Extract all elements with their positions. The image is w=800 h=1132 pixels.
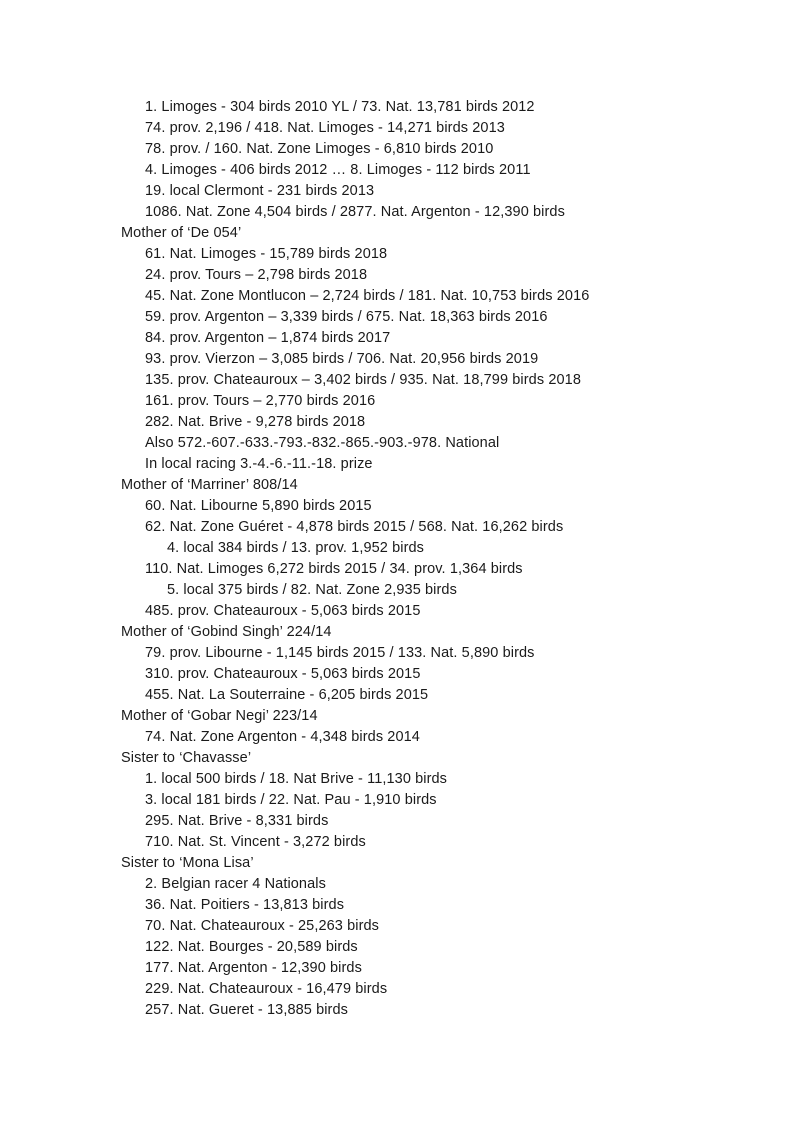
section-header: Mother of ‘Marriner’ 808/14: [121, 477, 298, 493]
race-result-line: 62. Nat. Zone Guéret - 4,878 birds 2015 / 568. Nat. 16,262 birds: [145, 519, 564, 535]
race-result-line: 24. prov. Tours – 2,798 birds 2018: [145, 267, 368, 283]
race-result-subline: 4. local 384 birds / 13. prov. 1,952 birds: [167, 540, 425, 556]
race-result-line: 455. Nat. La Souterraine - 6,205 birds 2015: [145, 687, 429, 703]
race-result-line: 74. Nat. Zone Argenton - 4,348 birds 2014: [145, 729, 420, 745]
race-result-line: 60. Nat. Libourne 5,890 birds 2015: [145, 498, 372, 514]
race-result-line: 2. Belgian racer 4 Nationals: [145, 876, 326, 892]
race-result-line: 229. Nat. Chateauroux - 16,479 birds: [145, 981, 388, 997]
race-result-line: 78. prov. / 160. Nat. Zone Limoges - 6,810 birds 2010: [145, 141, 494, 157]
race-result-subline: 5. local 375 birds / 82. Nat. Zone 2,935 birds: [167, 582, 457, 598]
section-header: Sister to ‘Chavasse’: [121, 750, 252, 766]
race-result-line: 257. Nat. Gueret - 13,885 birds: [145, 1002, 348, 1018]
race-result-line: In local racing 3.-4.-6.-11.-18. prize: [145, 456, 373, 472]
race-result-line: 84. prov. Argenton – 1,874 birds 2017: [145, 330, 391, 346]
section-header: Mother of ‘Gobind Singh’ 224/14: [121, 624, 332, 640]
race-result-line: 70. Nat. Chateauroux - 25,263 birds: [145, 918, 380, 934]
race-result-line: 485. prov. Chateauroux - 5,063 birds 2015: [145, 603, 421, 619]
race-result-line: 282. Nat. Brive - 9,278 birds 2018: [145, 414, 366, 430]
section-header: Mother of ‘Gobar Negi’ 223/14: [121, 708, 318, 724]
race-result-line: 1. Limoges - 304 birds 2010 YL / 73. Nat. 13,781 birds 2012: [145, 99, 535, 115]
race-result-line: 61. Nat. Limoges - 15,789 birds 2018: [145, 246, 388, 262]
race-result-line: 59. prov. Argenton – 3,339 birds / 675. Nat. 18,363 birds 2016: [145, 309, 548, 325]
race-result-line: 135. prov. Chateauroux – 3,402 birds / 935. Nat. 18,799 birds 2018: [145, 372, 581, 388]
race-result-line: 710. Nat. St. Vincent - 3,272 birds: [145, 834, 366, 850]
race-result-line: 74. prov. 2,196 / 418. Nat. Limoges - 14,271 birds 2013: [145, 120, 505, 136]
race-result-line: 93. prov. Vierzon – 3,085 birds / 706. Nat. 20,956 birds 2019: [145, 351, 539, 367]
race-result-line: 36. Nat. Poitiers - 13,813 birds: [145, 897, 345, 913]
race-result-line: 310. prov. Chateauroux - 5,063 birds 2015: [145, 666, 421, 682]
section-header: Mother of ‘De 054’: [121, 225, 242, 241]
section-header: Sister to ‘Mona Lisa’: [121, 855, 254, 871]
race-result-line: 4. Limoges - 406 birds 2012 … 8. Limoges - 112 birds 2011: [145, 162, 531, 178]
race-result-line: 19. local Clermont - 231 birds 2013: [145, 183, 375, 199]
race-result-line: Also 572.-607.-633.-793.-832.-865.-903.-978. National: [145, 435, 500, 451]
race-result-line: 177. Nat. Argenton - 12,390 birds: [145, 960, 362, 976]
race-result-line: 1. local 500 birds / 18. Nat Brive - 11,130 birds: [145, 771, 448, 787]
race-result-line: 1086. Nat. Zone 4,504 birds / 2877. Nat. Argenton - 12,390 birds: [145, 204, 565, 220]
race-result-line: 79. prov. Libourne - 1,145 birds 2015 / 133. Nat. 5,890 birds: [145, 645, 535, 661]
race-result-line: 295. Nat. Brive - 8,331 birds: [145, 813, 329, 829]
pedigree-text-block: [121, 97, 760, 1021]
race-result-line: 122. Nat. Bourges - 20,589 birds: [145, 939, 358, 955]
race-result-line: 3. local 181 birds / 22. Nat. Pau - 1,910 birds: [145, 792, 437, 808]
race-result-line: 161. prov. Tours – 2,770 birds 2016: [145, 393, 376, 409]
race-result-line: 45. Nat. Zone Montlucon – 2,724 birds / 181. Nat. 10,753 birds 2016: [145, 288, 590, 304]
race-result-line: 110. Nat. Limoges 6,272 birds 2015 / 34. prov. 1,364 birds: [145, 561, 523, 577]
